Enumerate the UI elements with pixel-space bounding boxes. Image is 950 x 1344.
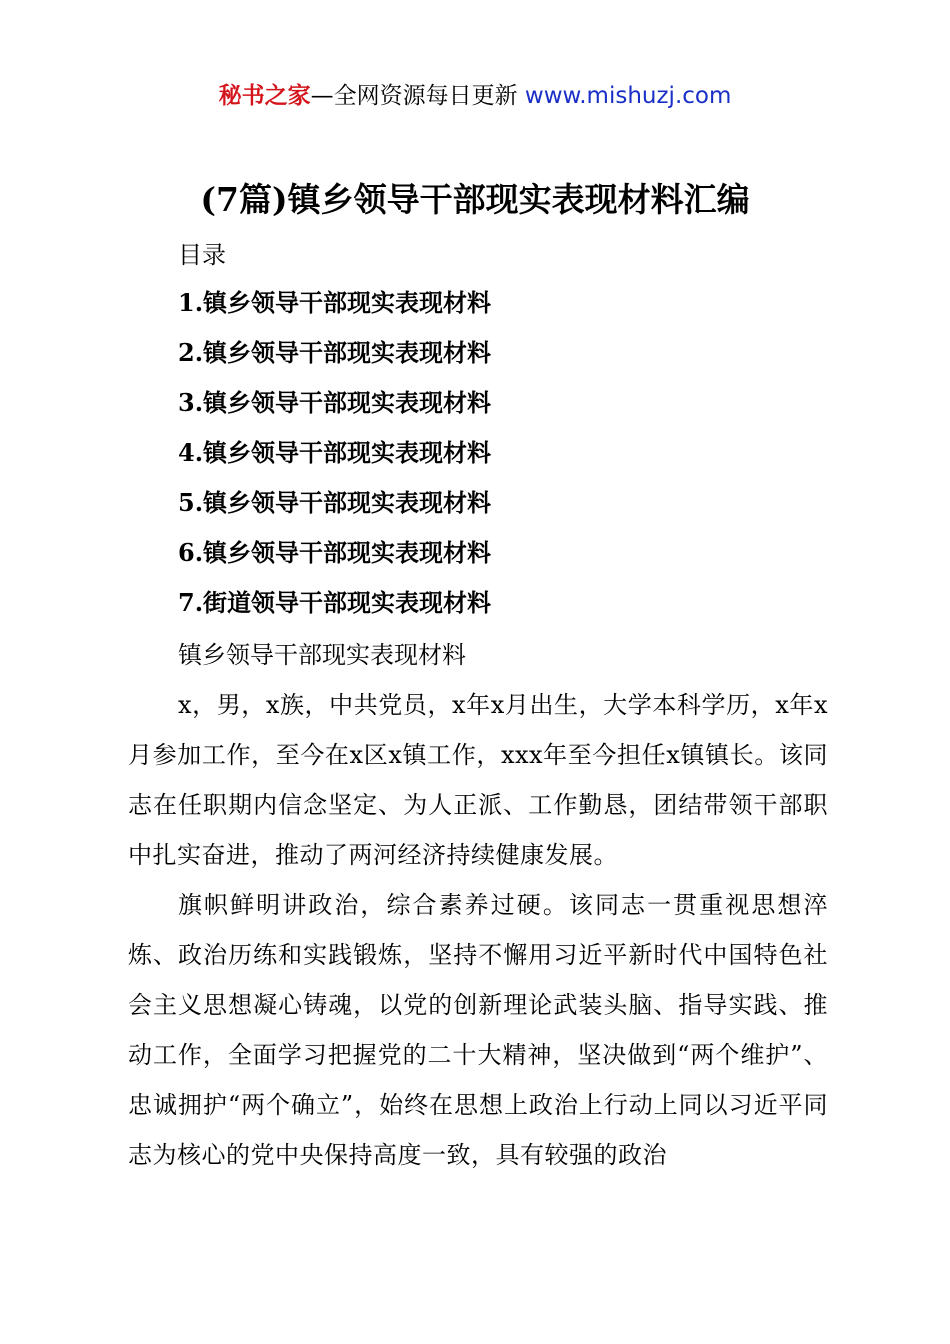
toc-label: 目录	[178, 241, 226, 269]
body-paragraph: 旗帜鲜明讲政治，综合素养过硬。该同志一贯重视思想淬炼、政治历练和实践锻炼，坚持不懈用习近平新时代中国特色社会主义思想凝心铸魂，以党的创新理论武装头脑、指导实践、推动工作，全面学习把握党的二十大精神，坚决做到“两个维护”、忠诚拥护“两个确立”，始终在思想上政治上行动上同以习近平同志为核心的党中央保持高度一致，具有较强的政治	[128, 891, 828, 1169]
brand-name: 秘书之家	[218, 83, 311, 109]
toc-item: 2.镇乡领导干部现实表现材料	[178, 338, 492, 367]
toc-item: 6.镇乡领导干部现实表现材料	[178, 538, 492, 567]
toc-item: 3.镇乡领导干部现实表现材料	[178, 388, 492, 417]
site-header	[0, 80, 950, 112]
header-tagline: —全网资源每日更新	[310, 83, 525, 109]
section-heading: 镇乡领导干部现实表现材料	[178, 641, 466, 669]
document-title: (7篇)镇乡领导干部现实表现材料汇编	[200, 180, 750, 219]
toc-item: 7.街道领导干部现实表现材料	[178, 588, 492, 617]
toc-item: 1.镇乡领导干部现实表现材料	[178, 288, 492, 317]
site-url-link[interactable]: www.mishuzj.com	[524, 83, 732, 109]
body-paragraph: x，男，x族，中共党员，x年x月出生，大学本科学历，x年x月参加工作，至今在x区x镇工作，xxx年至今担任x镇镇长。该同志在任职期内信念坚定、为人正派、工作勤恳，团结带领干部职中扎实奋进，推动了两河经济持续健康发展。	[128, 691, 828, 869]
toc-item: 4.镇乡领导干部现实表现材料	[178, 438, 492, 467]
toc-item: 5.镇乡领导干部现实表现材料	[178, 488, 492, 517]
table-of-contents	[178, 286, 491, 636]
